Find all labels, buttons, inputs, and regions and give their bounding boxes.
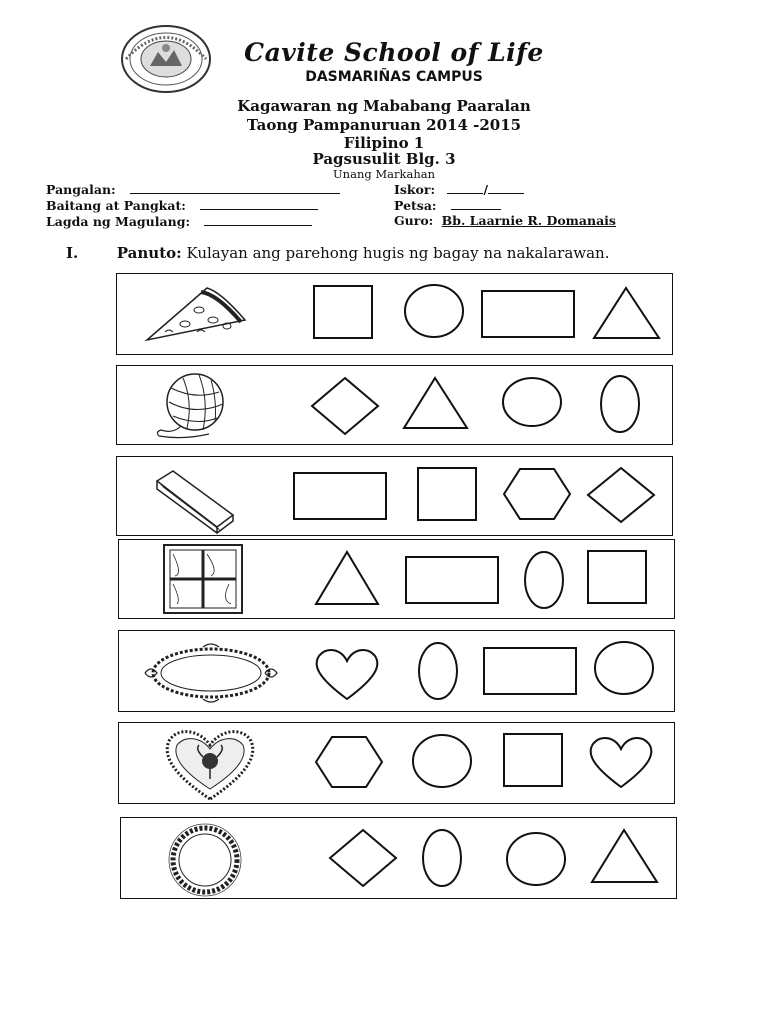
item-row-2	[116, 365, 673, 445]
department-line: Kagawaran ng Mababang Paaralan	[237, 97, 531, 115]
triangle-shape[interactable]	[593, 286, 663, 342]
score-field	[394, 181, 524, 197]
pizza-slice-picture	[141, 282, 251, 347]
item-row-1	[116, 273, 673, 355]
name-blank[interactable]	[130, 181, 340, 194]
instruction-text: Kulayan ang parehong hugis ng bagay na nakalarawan.	[186, 244, 610, 262]
circle-shape[interactable]	[505, 832, 569, 888]
rectangle-shape[interactable]	[481, 290, 577, 340]
school-year-line: Taong Pampanuruan 2014 -2015	[246, 116, 522, 134]
instruction	[66, 244, 610, 262]
square-shape[interactable]	[417, 467, 479, 523]
oval-shape[interactable]	[417, 641, 461, 703]
school-name: Cavite School of Life	[244, 38, 544, 67]
rectangle-shape[interactable]	[483, 647, 579, 697]
oval-frame-picture	[143, 641, 279, 705]
grade-label: Baitang at Pangkat:	[46, 198, 186, 213]
hexagon-shape[interactable]	[503, 467, 573, 523]
diamond-shape[interactable]	[329, 828, 399, 890]
teacher-label: Guro:	[394, 213, 434, 228]
score-separator: /	[483, 182, 489, 197]
round-wreath-picture	[169, 824, 241, 896]
rectangle-shape[interactable]	[405, 556, 501, 606]
circle-shape[interactable]	[403, 284, 467, 340]
diamond-shape[interactable]	[587, 466, 657, 526]
name-label: Pangalan:	[46, 182, 116, 197]
score-label: Iskor:	[394, 182, 436, 197]
score-blank[interactable]	[447, 181, 483, 194]
subject-line: Filipino 1	[343, 134, 425, 152]
grade-blank[interactable]	[200, 197, 318, 210]
teacher-name: Bb. Laarnie R. Domanais	[441, 213, 616, 228]
date-blank[interactable]	[451, 197, 501, 210]
quiz-number-line: Pagsusulit Blg. 3	[312, 150, 456, 168]
oval-shape[interactable]	[523, 550, 567, 612]
book-picture	[153, 467, 237, 533]
item-row-5	[118, 630, 675, 712]
quarter-line: Unang Markahan	[332, 167, 435, 181]
item-row-7	[120, 817, 677, 899]
square-shape[interactable]	[313, 285, 375, 341]
circle-shape[interactable]	[501, 376, 565, 430]
triangle-shape[interactable]	[591, 828, 659, 886]
teacher-field	[394, 213, 616, 228]
circle-shape[interactable]	[593, 641, 657, 697]
yarn-ball-picture	[153, 370, 233, 444]
instruction-label: Panuto:	[116, 244, 182, 262]
parent-signature-label: Lagda ng Magulang:	[46, 214, 191, 229]
circle-shape[interactable]	[411, 733, 475, 791]
oval-shape[interactable]	[421, 828, 465, 890]
item-row-3	[116, 456, 673, 536]
heart-shape[interactable]	[587, 735, 657, 791]
item-row-6	[118, 722, 675, 804]
date-field	[394, 197, 501, 213]
square-shape[interactable]	[587, 550, 649, 606]
triangle-shape[interactable]	[403, 376, 471, 432]
window-picture	[163, 544, 245, 616]
parent-signature-blank[interactable]	[204, 213, 312, 226]
heart-doily-picture	[163, 727, 257, 801]
parent-signature-field	[46, 213, 312, 229]
square-shape[interactable]	[503, 733, 565, 789]
triangle-shape[interactable]	[315, 550, 381, 608]
score-total-blank[interactable]	[488, 181, 524, 194]
date-label: Petsa:	[394, 198, 437, 213]
heart-shape[interactable]	[313, 647, 383, 703]
rectangle-shape[interactable]	[293, 472, 389, 522]
name-field	[46, 181, 340, 197]
grade-field	[46, 197, 318, 213]
campus-name: DASMARIÑAS CAMPUS	[305, 69, 483, 85]
oval-shape[interactable]	[599, 374, 643, 436]
hexagon-shape[interactable]	[315, 735, 385, 791]
item-row-4	[118, 539, 675, 619]
section-number: I.	[66, 244, 79, 262]
diamond-shape[interactable]	[311, 376, 381, 438]
